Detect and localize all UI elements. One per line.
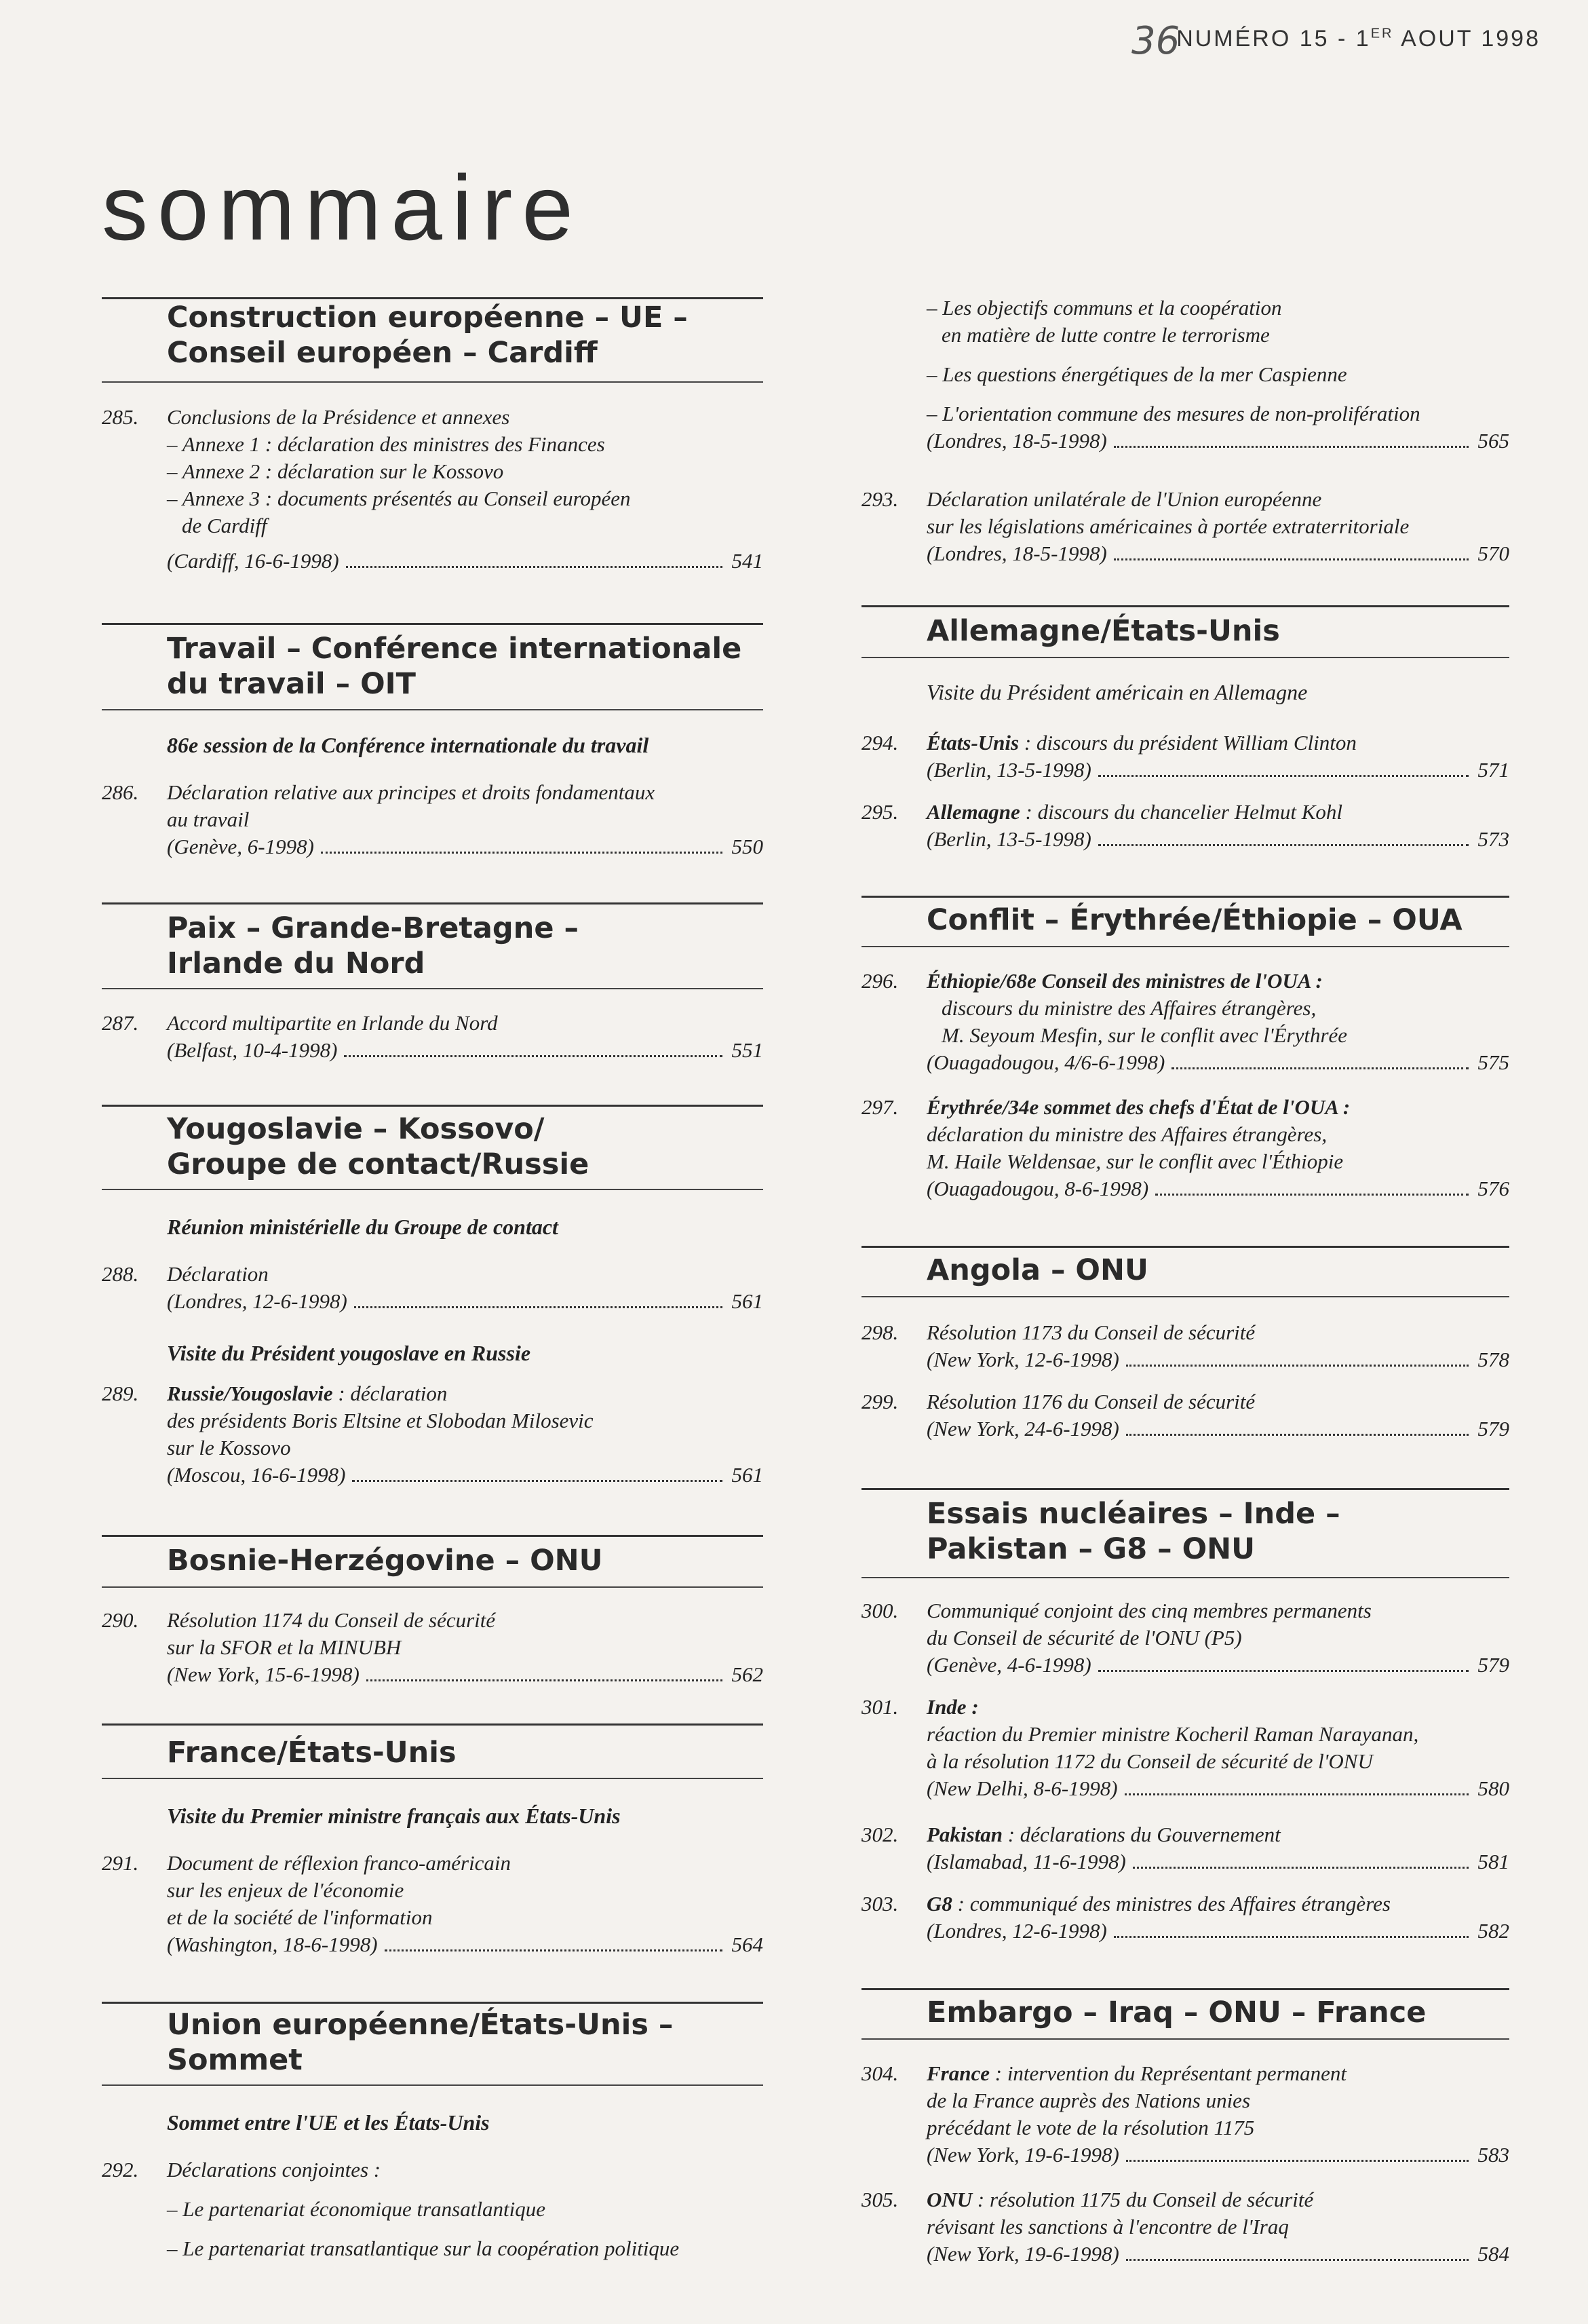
page-number: 583 — [1477, 2143, 1509, 2167]
page-number: 561 — [731, 1463, 763, 1487]
section-title: France/États-Unis — [167, 1736, 457, 1770]
issue-header: NUMÉRO 15 - 1ER AOUT 1998 — [1176, 26, 1541, 52]
section-title: Groupe de contact/Russie — [167, 1147, 589, 1181]
section-travail-oit — [102, 631, 763, 702]
page-number: 561 — [731, 1289, 763, 1313]
section-rule — [102, 623, 763, 625]
page-number: 581 — [1477, 1850, 1509, 1873]
section-embargo-iraq — [861, 1995, 1509, 2030]
section-title: Pakistan – G8 – ONU — [927, 1532, 1256, 1566]
entry-303: 303. G8 : communiqué des ministres des Affaires étrangères (Londres, 12-6-1998) 582 — [861, 1890, 1509, 1945]
page-number: 580 — [1477, 1776, 1509, 1800]
entry-286: 286. Déclaration relative aux principes et droits fondamentaux au travail (Genève, 6-1998) 550 — [102, 779, 763, 860]
section-title: Conflit – Érythrée/Éthiopie – OUA — [927, 903, 1463, 937]
entry-304: 304. France : intervention du Représentant permanent de la France auprès des Nations unies précédant le vote de la résolution 1175 (New York, 19-6-1998) 583 — [861, 2060, 1509, 2169]
section-title: Allemagne/États-Unis — [927, 614, 1280, 648]
page-number: 584 — [1477, 2242, 1509, 2266]
section-title: Irlande du Nord — [167, 947, 425, 980]
page-number: 562 — [731, 1662, 763, 1686]
section-rule — [102, 381, 763, 383]
entry-305: 305. ONU : résolution 1175 du Conseil de sécurité révisant les sanctions à l'encontre de l'Iraq (New York, 19-6-1998) 584 — [861, 2186, 1509, 2268]
entry-291: 291. Document de réflexion franco-américain sur les enjeux de l'économie et de la société de l'information (Washington, 18-6-1998) 564 — [102, 1850, 763, 1958]
entry-296: 296. Éthiopie/68e Conseil des ministres de l'OUA : discours du ministre des Affaires étrangères, M. Seyoum Mesfin, sur le conflit avec l'Érythrée (Ouagadougou, 4/6-6-1998) 575 — [861, 968, 1509, 1076]
entry-300: 300. Communiqué conjoint des cinq membres permanents du Conseil de sécurité de l'ONU (P5) (Genève, 4-6-1998) 579 — [861, 1597, 1509, 1679]
section-conflit-erythree-ethiopie — [861, 902, 1509, 938]
section-rule — [861, 605, 1509, 607]
page-number: 571 — [1477, 758, 1509, 782]
page-number: 582 — [1477, 1919, 1509, 1943]
section-rule — [861, 1988, 1509, 1990]
page-number: 579 — [1477, 1417, 1509, 1441]
section-title: Conseil européen – Cardiff — [167, 336, 598, 370]
page-number: 576 — [1477, 1177, 1509, 1200]
section-title: Angola – ONU — [927, 1253, 1148, 1287]
section-rule — [102, 2084, 763, 2086]
entry-294: 294. États-Unis : discours du président William Clinton (Berlin, 13-5-1998) 571 — [861, 729, 1509, 784]
entry-292-continued: – Les objectifs communs et la coopération en matière de lutte contre le terrorisme – Les questions énergétiques de la mer Caspienne – L'orientation commune des mesures de non-prolifération (Londres, 18-5-1998) 565 — [861, 294, 1509, 455]
section-rule — [861, 2038, 1509, 2040]
section-angola-onu — [861, 1253, 1509, 1288]
section-paix-irlande — [102, 911, 763, 981]
section-france-etats-unis — [102, 1735, 763, 1770]
section-rule — [861, 1577, 1509, 1578]
section-bosnie — [102, 1543, 763, 1578]
page-number: 551 — [731, 1038, 763, 1062]
subhead: Visite du Président américain en Allemagne — [927, 680, 1308, 704]
entry-290: 290. Résolution 1174 du Conseil de sécurité sur la SFOR et la MINUBH (New York, 15-6-1998) 562 — [102, 1607, 763, 1688]
entry-297: 297. Érythrée/34e sommet des chefs d'État de l'OUA : déclaration du ministre des Affaires étrangères, M. Haile Weldensae, sur le conflit avec l'Éthiopie (Ouagadougou, 8-6-1998) 576 — [861, 1094, 1509, 1202]
section-title: Paix – Grande-Bretagne – — [167, 911, 579, 945]
section-rule — [102, 988, 763, 989]
entry-292: 292. Déclarations conjointes : – Le partenariat économique transatlantique – Le partenariat transatlantique sur la coopération politique — [102, 2158, 680, 2260]
section-rule — [861, 657, 1509, 658]
section-rule — [861, 1488, 1509, 1490]
entry-293: 293. Déclaration unilatérale de l'Union européenne sur les législations américaines à portée extraterritoriale (Londres, 18-5-1998) 570 — [861, 486, 1509, 567]
section-construction-europeenne — [102, 300, 763, 370]
page-number: 575 — [1477, 1050, 1509, 1074]
section-ue-etats-unis — [102, 2007, 763, 2078]
section-title: Bosnie-Herzégovine – ONU — [167, 1544, 603, 1578]
section-title: Embargo – Iraq – ONU – France — [927, 1996, 1427, 2030]
page-number: 573 — [1477, 827, 1509, 851]
section-essais-nucleaires — [861, 1496, 1509, 1567]
section-rule — [102, 297, 763, 299]
entry-285: 285. Conclusions de la Présidence et annexes – Annexe 1 : déclaration des ministres des Finances – Annexe 2 : déclaration sur le Kossovo – Annexe 3 : documents présentés au Conseil européen de Cardiff (Cardiff, 16-6-1998) 541 — [102, 404, 763, 575]
page-number: 565 — [1477, 429, 1509, 453]
entry-288: 288. Déclaration (Londres, 12-6-1998) 561 — [102, 1261, 763, 1315]
page-number: 550 — [731, 835, 763, 858]
entry-301: 301. Inde : réaction du Premier ministre Kocheril Raman Narayanan, à la résolution 1172 du Conseil de sécurité de l'ONU (New Delhi, 8-6-1998) 580 — [861, 1694, 1509, 1802]
section-yougoslavie — [102, 1111, 763, 1182]
entry-298: 298. Résolution 1173 du Conseil de sécurité (New York, 12-6-1998) 578 — [861, 1319, 1509, 1373]
section-rule — [102, 902, 763, 904]
section-rule — [102, 2002, 763, 2004]
section-rule — [102, 1189, 763, 1190]
section-rule — [102, 1535, 763, 1537]
section-rule — [861, 1296, 1509, 1297]
section-rule — [861, 946, 1509, 947]
page-number: 564 — [731, 1932, 763, 1956]
handwritten-page-number: 36 — [1131, 19, 1180, 63]
subhead: Visite du Président yougoslave en Russie — [167, 1341, 531, 1365]
section-rule — [102, 1778, 763, 1779]
entry-295: 295. Allemagne : discours du chancelier Helmut Kohl (Berlin, 13-5-1998) 573 — [861, 799, 1509, 853]
subhead: Réunion ministérielle du Groupe de contact — [167, 1215, 558, 1239]
section-title: Construction européenne – UE – — [167, 301, 688, 335]
section-title: Essais nucléaires – Inde – — [927, 1497, 1340, 1531]
subhead: Visite du Premier ministre français aux États-Unis — [167, 1804, 621, 1828]
entry-299: 299. Résolution 1176 du Conseil de sécurité (New York, 24-6-1998) 579 — [861, 1388, 1509, 1443]
section-rule — [861, 1246, 1509, 1248]
subhead: 86e session de la Conférence internationale du travail — [167, 733, 649, 757]
section-rule — [102, 1105, 763, 1107]
entry-302: 302. Pakistan : déclarations du Gouvernement (Islamabad, 11-6-1998) 581 — [861, 1821, 1509, 1875]
page-number: 541 — [731, 549, 763, 573]
page-number: 570 — [1477, 541, 1509, 565]
page-number: 579 — [1477, 1653, 1509, 1677]
subhead: Sommet entre l'UE et les États-Unis — [167, 2110, 490, 2135]
section-title: Sommet — [167, 2043, 303, 2077]
section-title: Travail – Conférence internationale — [167, 632, 742, 666]
section-title: Union européenne/États-Unis – — [167, 2008, 674, 2042]
section-rule — [102, 1723, 763, 1726]
entry-287: 287. Accord multipartite en Irlande du Nord (Belfast, 10-4-1998) 551 — [102, 1010, 763, 1064]
section-rule — [102, 709, 763, 710]
section-rule — [861, 896, 1509, 898]
section-title: Yougoslavie – Kossovo/ — [167, 1112, 545, 1146]
section-allemagne-etats-unis — [861, 613, 1509, 649]
section-title: du travail – OIT — [167, 667, 416, 701]
entry-289: 289. Russie/Yougoslavie : déclaration des présidents Boris Eltsine et Slobodan Milosevic sur le Kossovo (Moscou, 16-6-1998) 561 — [102, 1380, 763, 1489]
page-number: 578 — [1477, 1348, 1509, 1371]
page-title: sommaire — [102, 156, 583, 259]
section-rule — [102, 1586, 763, 1588]
